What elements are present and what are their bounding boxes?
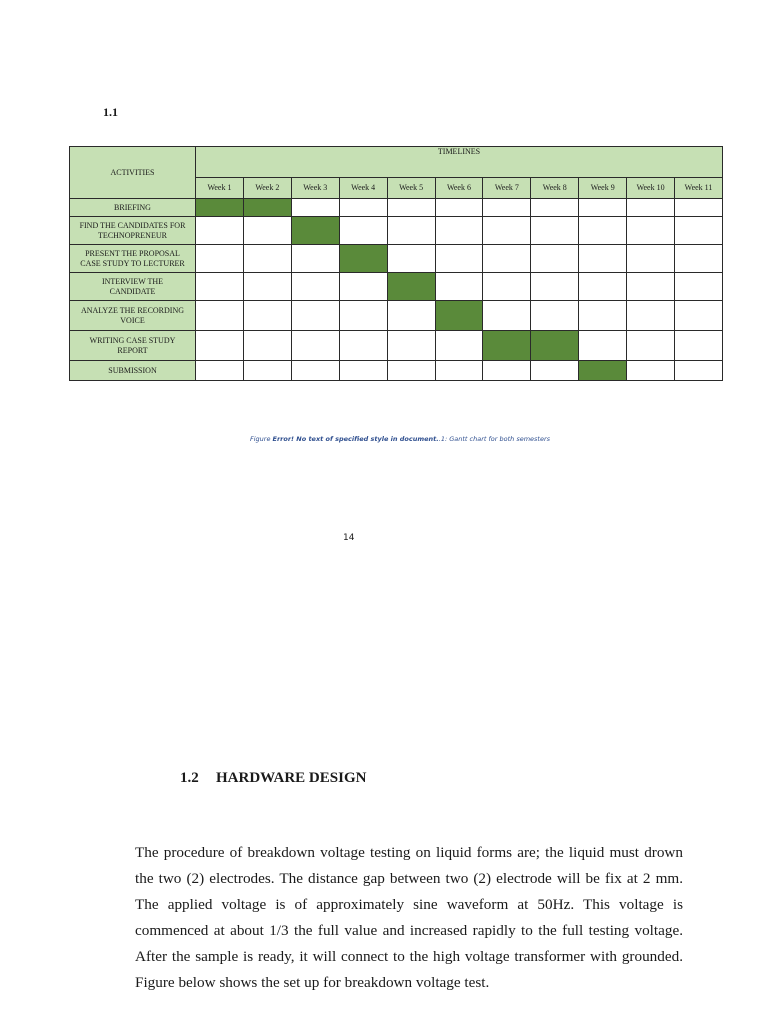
gantt-empty-cell (579, 301, 627, 331)
gantt-empty-cell (483, 301, 531, 331)
week-header: Week 10 (627, 178, 675, 199)
activity-row (70, 245, 723, 273)
gantt-empty-cell (483, 361, 531, 381)
activity-row (70, 301, 723, 331)
gantt-empty-cell (339, 217, 387, 245)
gantt-empty-cell (196, 245, 244, 273)
activity-label-line: REPORT (117, 345, 148, 355)
gantt-empty-cell (196, 301, 244, 331)
gantt-empty-cell (291, 273, 339, 301)
week-header: Week 3 (291, 178, 339, 199)
gantt-empty-cell (579, 331, 627, 361)
gantt-empty-cell (243, 331, 291, 361)
gantt-bar-cell (387, 273, 435, 301)
week-header: Week 1 (196, 178, 244, 199)
gantt-empty-cell (387, 217, 435, 245)
gantt-bar-cell (196, 199, 244, 217)
gantt-empty-cell (339, 199, 387, 217)
activity-label (70, 199, 196, 217)
gantt-empty-cell (435, 331, 483, 361)
gantt-empty-cell (196, 273, 244, 301)
gantt-empty-cell (387, 199, 435, 217)
week-header: Week 7 (483, 178, 531, 199)
timelines-header: TIMELINES (196, 147, 723, 178)
gantt-bar-cell (243, 199, 291, 217)
gantt-empty-cell (435, 245, 483, 273)
gantt-empty-cell (339, 361, 387, 381)
gantt-empty-cell (339, 331, 387, 361)
activity-label (70, 273, 196, 301)
activity-label (70, 361, 196, 381)
gantt-empty-cell (531, 273, 579, 301)
gantt-empty-cell (675, 273, 723, 301)
gantt-empty-cell (291, 245, 339, 273)
week-header: Week 2 (243, 178, 291, 199)
gantt-bar-cell (435, 301, 483, 331)
week-header: Week 9 (579, 178, 627, 199)
gantt-empty-cell (435, 199, 483, 217)
activity-label-line: FIND THE CANDIDATES FOR (79, 221, 186, 230)
caption-error-text: Error! No text of specified style in document. (272, 435, 439, 443)
gantt-empty-cell (483, 217, 531, 245)
activity-row (70, 199, 723, 217)
gantt-bar-cell (291, 217, 339, 245)
section-number: 1.2 (180, 770, 199, 786)
activity-label-line: ANALYZE THE RECORDING (80, 306, 185, 315)
activity-label-line: TECHNOPRENEUR (98, 230, 167, 240)
gantt-empty-cell (627, 199, 675, 217)
gantt-empty-cell (387, 361, 435, 381)
activity-label (70, 331, 196, 361)
gantt-empty-cell (627, 301, 675, 331)
gantt-empty-cell (339, 301, 387, 331)
gantt-empty-cell (339, 273, 387, 301)
gantt-empty-cell (531, 199, 579, 217)
activity-label-line: PRESENT THE PROPOSAL (85, 249, 180, 258)
gantt-empty-cell (196, 361, 244, 381)
activity-label-line: CANDIDATE (109, 286, 156, 296)
gantt-empty-cell (243, 245, 291, 273)
gantt-empty-cell (675, 217, 723, 245)
gantt-empty-cell (196, 331, 244, 361)
gantt-empty-cell (579, 217, 627, 245)
gantt-bar-cell (339, 245, 387, 273)
week-header: Week 11 (675, 178, 723, 199)
gantt-empty-cell (435, 361, 483, 381)
activity-label (70, 301, 196, 331)
gantt-empty-cell (483, 199, 531, 217)
activity-label (70, 245, 196, 273)
gantt-empty-cell (531, 217, 579, 245)
gantt-empty-cell (627, 217, 675, 245)
gantt-empty-cell (675, 331, 723, 361)
gantt-empty-cell (483, 245, 531, 273)
gantt-empty-cell (387, 331, 435, 361)
activity-label-line: BRIEFING (114, 202, 151, 212)
gantt-bar-cell (483, 331, 531, 361)
week-header: Week 5 (387, 178, 435, 199)
gantt-empty-cell (387, 245, 435, 273)
gantt-empty-cell (675, 199, 723, 217)
activity-row (70, 217, 723, 245)
gantt-empty-cell (627, 245, 675, 273)
caption-suffix: .1: Gantt chart for both semesters (438, 435, 551, 443)
activity-label-line: SUBMISSION (108, 365, 157, 375)
activity-label (70, 217, 196, 245)
week-header: Week 4 (339, 178, 387, 199)
caption-prefix: Figure (250, 435, 273, 443)
gantt-empty-cell (675, 301, 723, 331)
page-number: 14 (343, 533, 355, 543)
gantt-empty-cell (579, 273, 627, 301)
activity-row (70, 331, 723, 361)
gantt-empty-cell (531, 361, 579, 381)
gantt-empty-cell (435, 217, 483, 245)
gantt-empty-cell (675, 361, 723, 381)
gantt-empty-cell (243, 301, 291, 331)
section-number-top: 1.1 (103, 105, 118, 119)
gantt-empty-cell (291, 199, 339, 217)
week-header: Week 8 (531, 178, 579, 199)
gantt-empty-cell (387, 301, 435, 331)
gantt-empty-cell (579, 245, 627, 273)
gantt-empty-cell (291, 301, 339, 331)
activity-label-line: INTERVIEW THE (101, 277, 164, 286)
activities-header: ACTIVITIES (70, 147, 196, 199)
gantt-bar-cell (531, 331, 579, 361)
activity-label-line: CASE STUDY TO LECTURER (80, 258, 185, 268)
gantt-empty-cell (243, 217, 291, 245)
gantt-empty-cell (675, 245, 723, 273)
gantt-empty-cell (291, 361, 339, 381)
section-heading: HARDWARE DESIGN (216, 770, 367, 786)
gantt-empty-cell (531, 301, 579, 331)
figure-caption (250, 435, 550, 443)
gantt-empty-cell (627, 273, 675, 301)
gantt-body (70, 199, 723, 381)
body-paragraph: The procedure of breakdown voltage testing on liquid forms are; the liquid must drown the two (2) electrodes. The distance gap between two (2) electrode will be fix at 2 mm. The applied voltage is of approximately sine waveform at 50Hz. This voltage is commenced at about 1/3 the full value and increased rapidly to the full testing voltage. After the sample is ready, it will connect to the high voltage transformer with grounded. Figure below shows the set up for breakdown voltage test. (135, 844, 683, 991)
gantt-empty-cell (243, 361, 291, 381)
gantt-empty-cell (627, 331, 675, 361)
activity-label-line: VOICE (120, 315, 145, 325)
activity-label-line: WRITING CASE STUDY (89, 336, 176, 345)
activity-row (70, 361, 723, 381)
gantt-empty-cell (243, 273, 291, 301)
gantt-chart-table (69, 146, 723, 381)
gantt-empty-cell (579, 199, 627, 217)
gantt-empty-cell (435, 273, 483, 301)
gantt-empty-cell (196, 217, 244, 245)
gantt-bar-cell (579, 361, 627, 381)
gantt-empty-cell (627, 361, 675, 381)
gantt-empty-cell (531, 245, 579, 273)
gantt-empty-cell (291, 331, 339, 361)
activity-row (70, 273, 723, 301)
week-header: Week 6 (435, 178, 483, 199)
gantt-empty-cell (483, 273, 531, 301)
